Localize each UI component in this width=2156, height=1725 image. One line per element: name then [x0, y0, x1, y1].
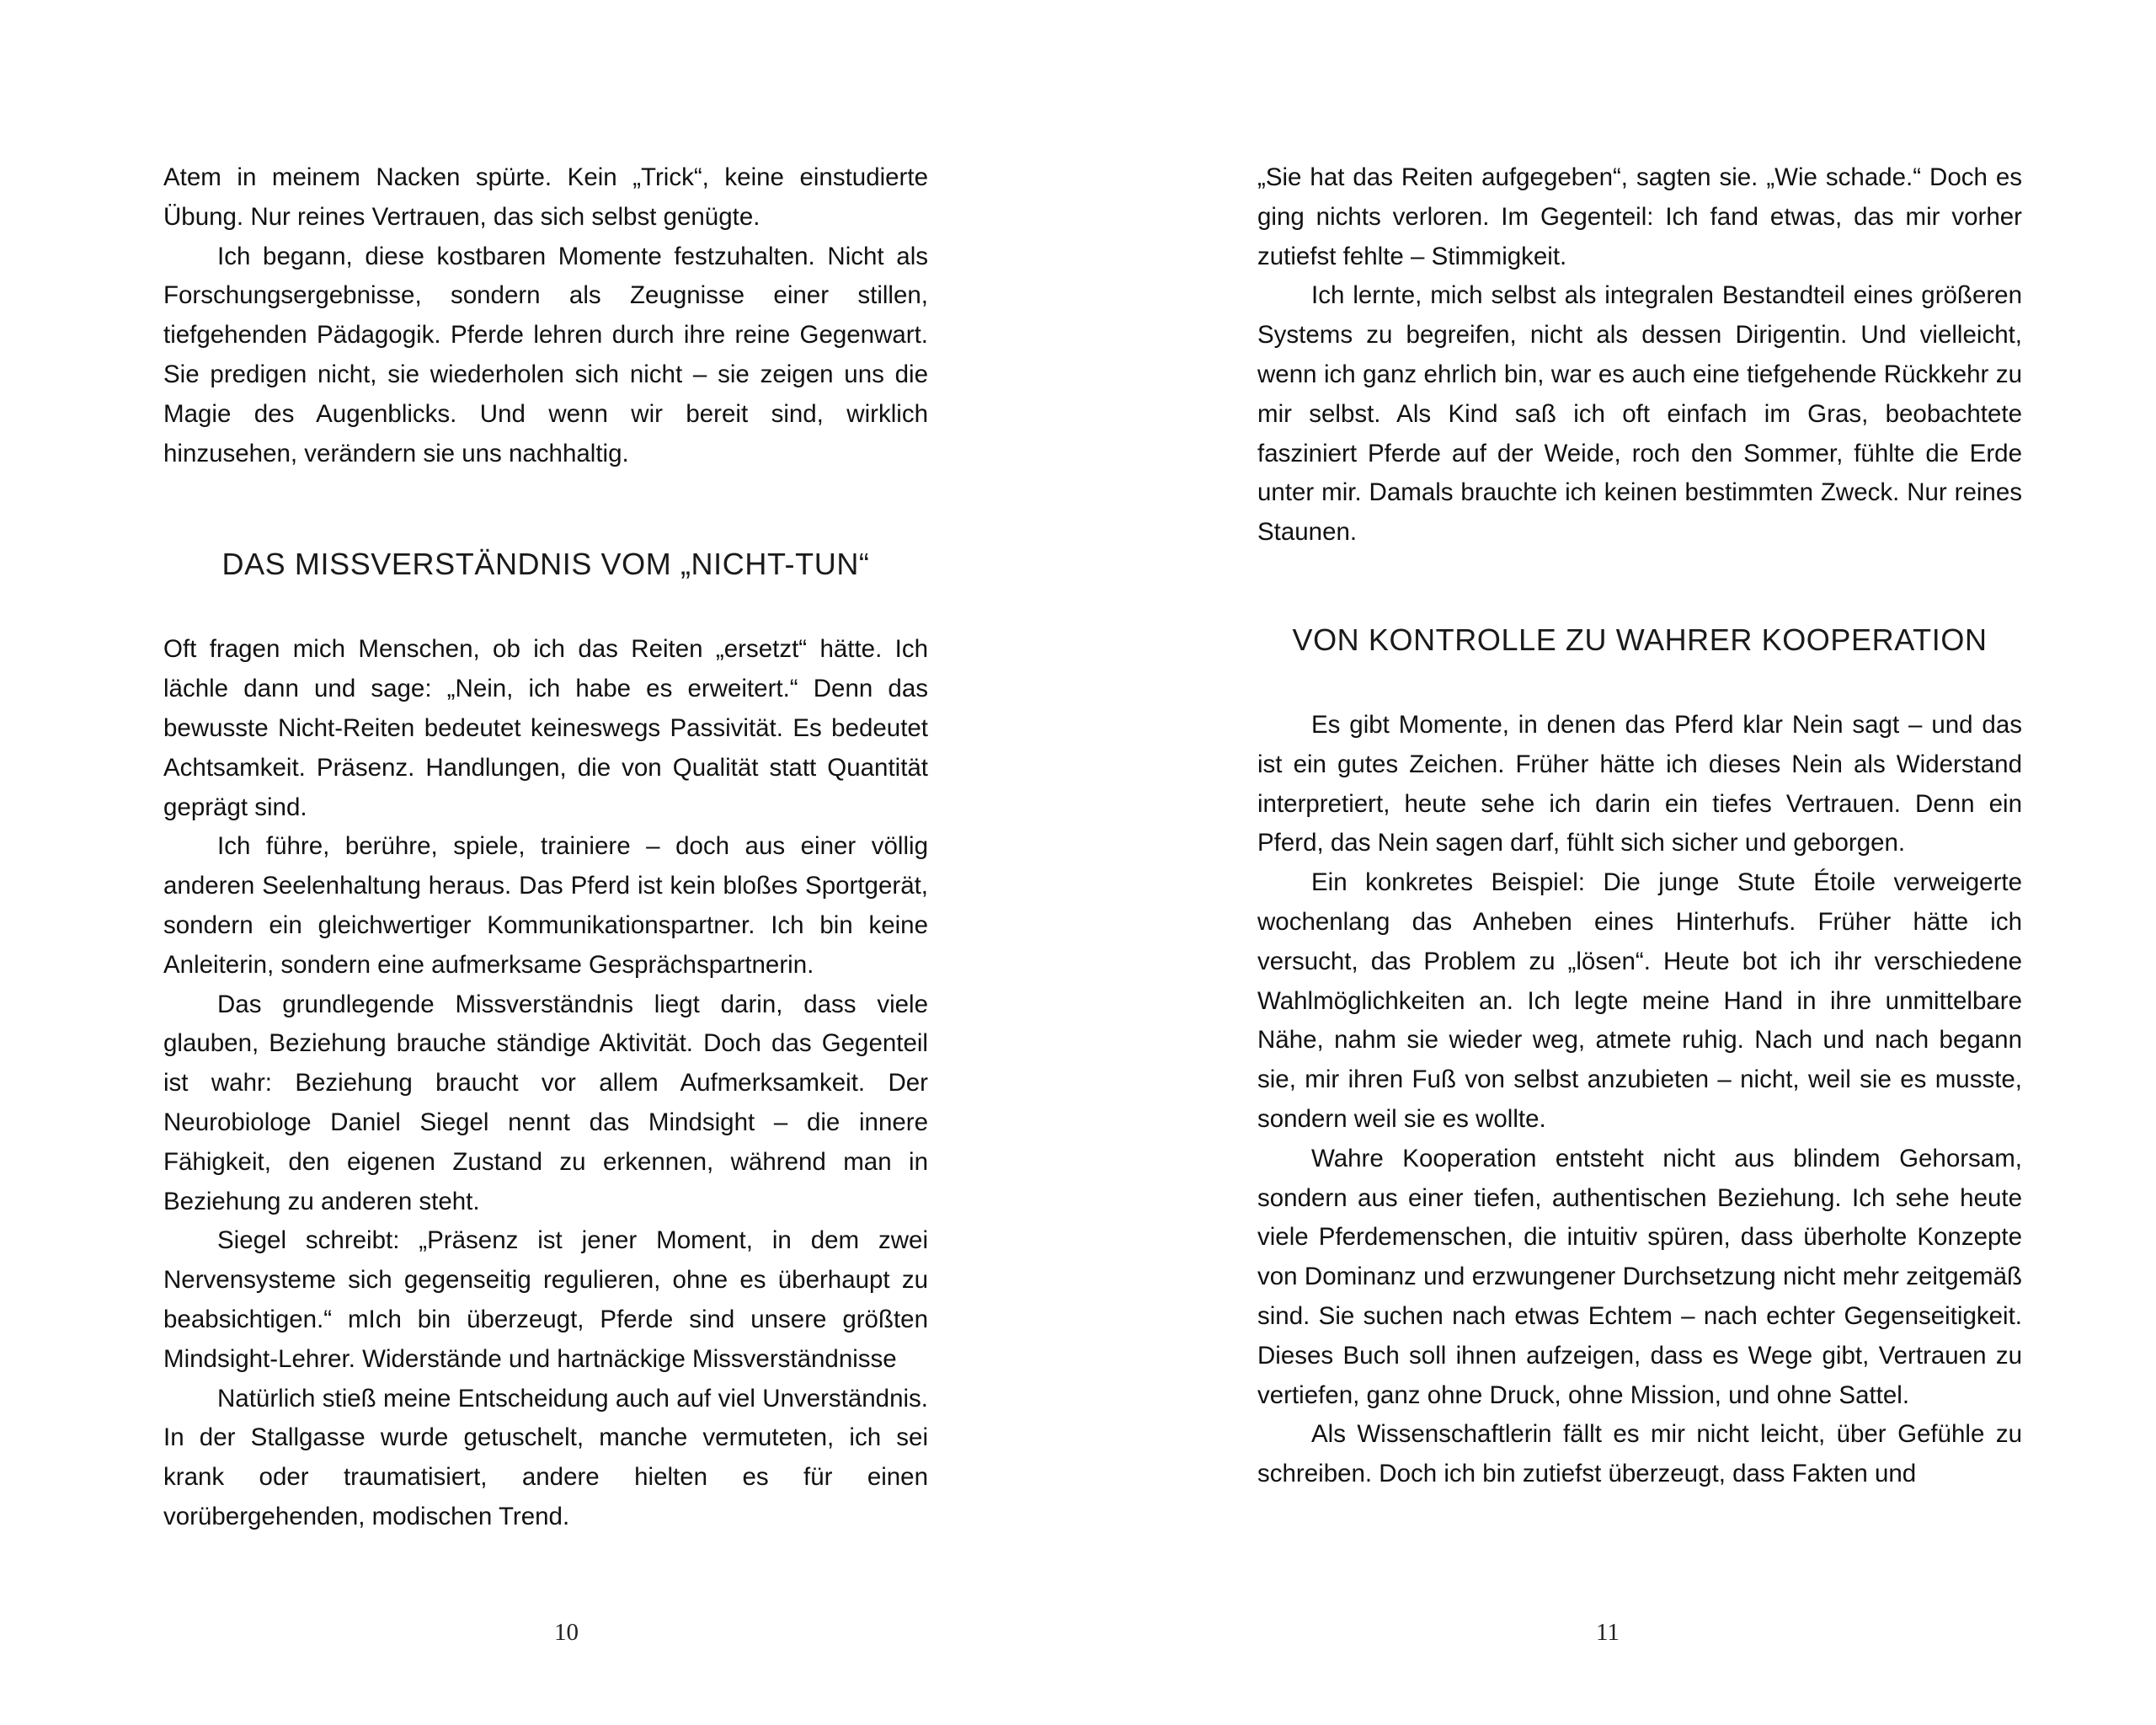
left-text-column [163, 158, 928, 1537]
right-paragraph-1: „Sie hat das Reiten aufgegeben“, sagten sie. „Wie schade.“ Doch es ging nichts verloren. Im Gegenteil: Ich fand etwas, das mir vorher zutiefst fehlte – Stimmigkeit. [1257, 163, 2022, 270]
left-section-heading: DAS MISSVERSTÄNDNIS VOM „NICHT-TUN“ [221, 547, 870, 582]
left-paragraph-1: Atem in meinem Nacken spürte. Kein „Trick“, keine einstudierte Übung. Nur reines Vertrauen, das sich selbst genügte. [163, 163, 928, 231]
left-paragraph-2: Ich begann, diese kostbaren Momente festzuhalten. Nicht als Forschungsergebnisse, sondern als Zeugnisse einer stillen, tiefgehenden Pädagogik. Pferde lehren durch ihre reine Gegenwart. Sie predigen nicht, sie wiederholen sich nicht – sie zeigen uns die Magie des Augenblicks. Und wenn wir bereit sind, wirklich hinzusehen, verändern sie uns nachhaltig. [163, 242, 928, 467]
left-paragraph-3: Oft fragen mich Menschen, ob ich das Reiten „ersetzt“ hätte. Ich lächle dann und sage: „Nein, ich habe es erweitert.“ Denn das bewusste Nicht-Reiten bedeutet keineswegs Passivität. Es bedeutet Achtsamkeit. Präsenz. Handlungen, die von Qualität statt Quantität geprägt sind. [163, 635, 928, 821]
left-paragraph-5: Das grundlegende Missverständnis liegt darin, dass viele glauben, Beziehung brauche ständige Aktivität. Doch das Gegenteil ist wahr: Beziehung braucht vor allem Aufmerksamkeit. Der Neurobiologe Daniel Siegel nennt das Mindsight – die innere Fähigkeit, den eigenen Zustand zu erkennen, während man in Beziehung zu anderen steht. [163, 990, 928, 1215]
right-paragraph-6: Als Wissenschaftlerin fällt es mir nicht leicht, über Gefühle zu schreiben. Doch ich bin zutiefst überzeugt, dass Fakten und [1257, 1420, 2022, 1488]
right-paragraph-2: Ich lernte, mich selbst als integralen Bestandteil eines größeren Systems zu begreifen, nicht als dessen Dirigentin. Und vielleicht, wenn ich ganz ehrlich bin, war es auch eine tiefgehende Rückkehr zu mir selbst. Als Kind saß ich oft einfach im Gras, beobachtete fasziniert Pferde auf der Weide, roch den Sommer, fühlte die Erde unter mir. Damals brauchte ich keinen bestimmten Zweck. Nur reines Staunen. [1257, 281, 2022, 547]
right-section-heading: VON KONTROLLE ZU WAHRER KOOPERATION [1292, 622, 1988, 657]
right-text-column [1257, 158, 2022, 1494]
left-paragraph-7: Natürlich stieß meine Entscheidung auch auf viel Unverständnis. In der Stallgasse wurde getuschelt, manche vermuteten, ich sei krank oder traumatisiert, andere hielten es für einen vorübergehenden, modischen Trend. [163, 1384, 928, 1530]
right-paragraph-5: Wahre Kooperation entsteht nicht aus blindem Gehorsam, sondern aus einer tiefen, authentischen Beziehung. Ich sehe heute viele Pferdemenschen, die intuitiv spüren, dass überholte Konzepte von Dominanz und erzwungener Durchsetzung nicht mehr zeitgemäß sind. Sie suchen nach etwas Echtem – nach echter Gegenseitigkeit. Dieses Buch soll ihnen aufzeigen, dass es Wege gibt, Vertrauen zu vertiefen, ganz ohne Druck, ohne Mission, und ohne Sattel. [1257, 1144, 2022, 1409]
right-page [1078, 0, 2156, 1725]
right-page-number: 11 [1596, 1619, 1620, 1646]
left-paragraph-4: Ich führe, berühre, spiele, trainiere – doch aus einer völlig anderen Seelenhaltung heraus. Das Pferd ist kein bloßes Sportgerät, sondern ein gleichwertiger Kommunikationspartner. Ich bin keine Anleiterin, sondern eine aufmerksame Gesprächspartnerin. [163, 832, 928, 979]
left-page-number: 10 [554, 1619, 579, 1646]
right-paragraph-4: Ein konkretes Beispiel: Die junge Stute Étoile verweigerte wochenlang das Anheben eines Hinterhufs. Früher hätte ich versucht, das Problem zu „lösen“. Heute bot ich ihr verschiedene Wahlmöglichkeiten an. Ich legte meine Hand in ihre unmittelbare Nähe, nahm sie wieder weg, atmete ruhig. Nach und nach begann sie, mir ihren Fuß von selbst anzubieten – nicht, weil sie es musste, sondern weil sie es wollte. [1257, 868, 2022, 1133]
left-paragraph-6: Siegel schreibt: „Präsenz ist jener Moment, in dem zwei Nervensysteme sich gegenseitig regulieren, ohne es überhaupt zu beabsichtigen.“ mIch bin überzeugt, Pferde sind unsere größten Mindsight-Lehrer. Widerstände und hartnäckige Missverständnisse [163, 1226, 928, 1373]
right-paragraph-3: Es gibt Momente, in denen das Pferd klar Nein sagt – und das ist ein gutes Zeichen. Früher hätte ich dieses Nein als Widerstand interpretiert, heute sehe ich darin ein tiefes Vertrauen. Denn ein Pferd, das Nein sagen darf, fühlt sich sicher und geborgen. [1257, 710, 2022, 857]
